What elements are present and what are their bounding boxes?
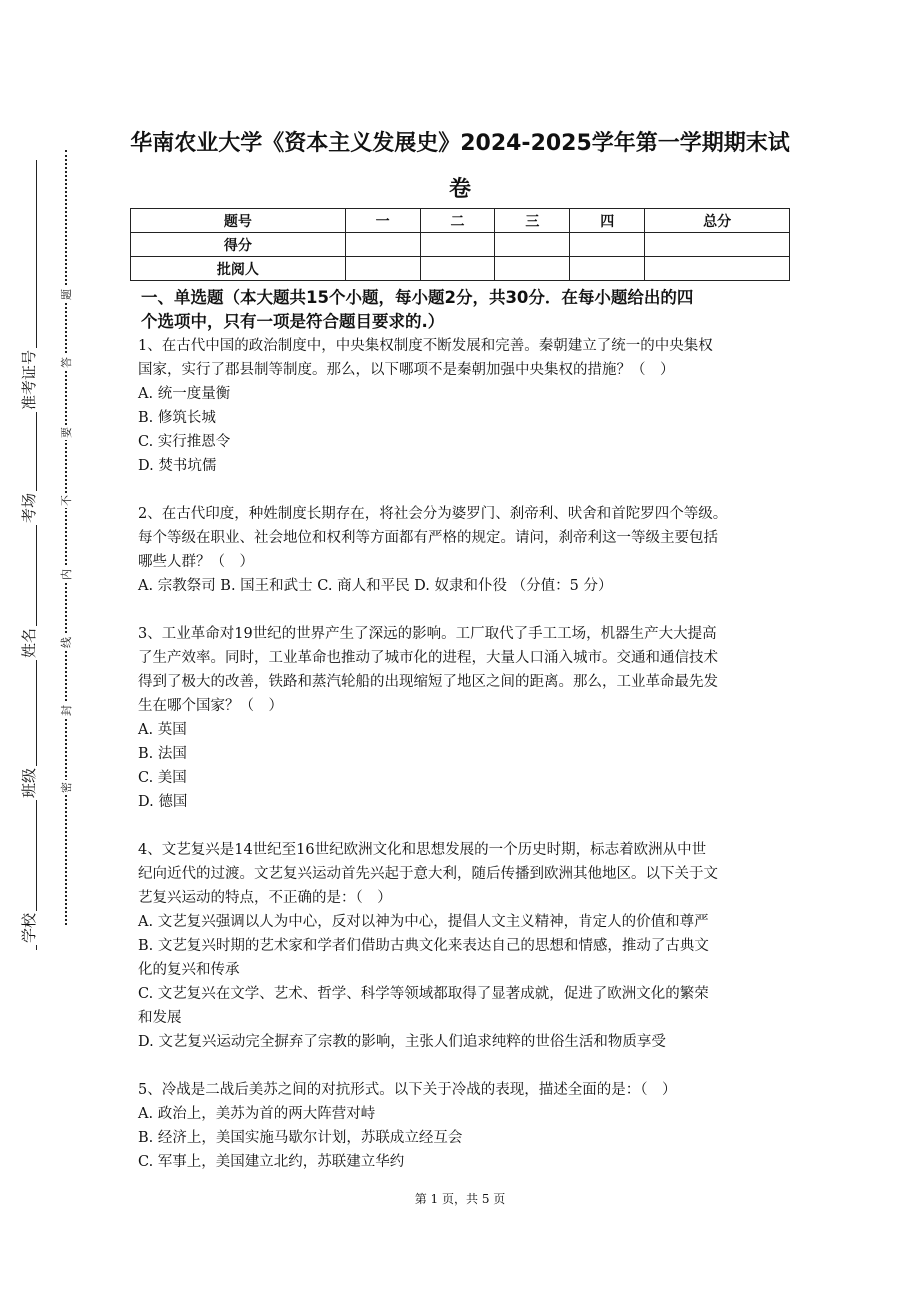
question-line: 化的复兴和传承: [138, 962, 240, 978]
seal-char-3: 线: [60, 637, 73, 648]
seal-char-2: 封: [60, 705, 73, 716]
score-cell: [645, 233, 790, 257]
question-line: 和发展: [138, 1010, 182, 1026]
question-line: D. 焚书坑儒: [138, 458, 217, 474]
score-cell: [495, 233, 570, 257]
header-cell: 四: [570, 209, 645, 233]
reviewer-cell: [420, 257, 495, 281]
question-line: 生在哪个国家？（ ）: [138, 698, 283, 714]
question-gap: [138, 1054, 788, 1078]
question-line: B. 文艺复兴时期的艺术家和学者们借助古典文化来表达自己的思想和情感，推动了古典文: [138, 938, 709, 954]
question-gap: [138, 598, 788, 622]
question-line: 国家，实行了郡县制等制度。那么，以下哪项不是秦朝加强中央集权的措施？（ ）: [138, 362, 675, 378]
question-2: [138, 502, 788, 598]
binding-solid-line: [36, 160, 37, 950]
seal-char-5: 不: [60, 495, 73, 506]
row-label-reviewer: 批阅人: [131, 257, 346, 281]
question-line: 5、冷战是二战后美苏之间的对抗形式。以下关于冷战的表现，描述全面的是：（ ）: [138, 1082, 677, 1098]
header-cell: 总分: [645, 209, 790, 233]
exam-title-line2: 卷: [448, 177, 471, 202]
question-line: C. 美国: [138, 770, 187, 786]
question-line: 哪些人群？（ ）: [138, 554, 254, 570]
score-cell: [420, 233, 495, 257]
score-row: [131, 233, 790, 257]
question-1: [138, 334, 788, 478]
question-3: [138, 622, 788, 814]
header-cell: 一: [345, 209, 420, 233]
row-label-score: 得分: [131, 233, 346, 257]
seal-char-8: 题: [60, 289, 73, 300]
label-admission-number: 准考证号: [20, 349, 38, 410]
section-heading-line2: 个选项中，只有一项是符合题目要求的.）: [141, 312, 445, 331]
section-heading-line1: 一、单选题（本大题共15个小题，每小题2分，共30分．在每小题给出的四: [141, 288, 694, 307]
question-line: A. 统一度量衡: [138, 386, 231, 402]
question-line: C. 实行推恩令: [138, 434, 231, 450]
question-line: D. 文艺复兴运动完全摒弃了宗教的影响，主张人们追求纯粹的世俗生活和物质享受: [138, 1034, 666, 1050]
question-line: 3、工业革命对19世纪的世界产生了深远的影响。工厂取代了手工工场，机器生产大大提高: [138, 626, 717, 642]
reviewer-cell: [570, 257, 645, 281]
question-line: A. 宗教祭司 B. 国王和武士 C. 商人和平民 D. 奴隶和仆役 （分值：5 分）: [138, 578, 613, 594]
seal-char-6: 要: [60, 427, 73, 438]
question-line: 了生产效率。同时，工业革命也推动了城市化的进程，大量人口涌入城市。交通和通信技术: [138, 650, 718, 666]
score-cell: [570, 233, 645, 257]
question-line: 每个等级在职业、社会地位和权利等方面都有严格的规定。请问，刹帝利这一等级主要包括: [138, 530, 718, 546]
reviewer-row: [131, 257, 790, 281]
binding-strip: [0, 0, 90, 1302]
question-4: [138, 838, 788, 1054]
score-table-header-row: [131, 209, 790, 233]
question-line: C. 军事上，美国建立北约，苏联建立华约: [138, 1154, 405, 1170]
question-line: 纪向近代的过渡。文艺复兴运动首先兴起于意大利，随后传播到欧洲其他地区。以下关于文: [138, 866, 718, 882]
seal-char-4: 内: [60, 569, 73, 580]
question-line: 4、文艺复兴是14世纪至16世纪欧洲文化和思想发展的一个历史时期，标志着欧洲从中世: [138, 842, 707, 858]
reviewer-cell: [495, 257, 570, 281]
question-line: 艺复兴运动的特点，不正确的是：（ ）: [138, 890, 392, 906]
header-cell: 三: [495, 209, 570, 233]
header-cell: 二: [420, 209, 495, 233]
question-list: [138, 334, 788, 1174]
reviewer-cell: [345, 257, 420, 281]
question-5: [138, 1078, 788, 1174]
score-cell: [345, 233, 420, 257]
question-line: D. 德国: [138, 794, 188, 810]
question-line: B. 经济上，美国实施马歇尔计划，苏联成立经互会: [138, 1130, 463, 1146]
question-line: 2、在古代印度，种姓制度长期存在，将社会分为婆罗门、刹帝利、吠舍和首陀罗四个等级。: [138, 506, 728, 522]
question-gap: [138, 814, 788, 838]
exam-title-line1: 华南农业大学《资本主义发展史》2024-2025学年第一学期期末试: [130, 131, 790, 156]
question-line: 1、在古代中国的政治制度中，中央集权制度不断发展和完善。秦朝建立了统一的中央集权: [138, 338, 713, 354]
label-class: 班级: [20, 767, 38, 798]
label-school: 学校: [20, 912, 38, 943]
seal-char-7: 答: [60, 357, 73, 368]
question-line: B. 法国: [138, 746, 187, 762]
question-gap: [138, 478, 788, 502]
question-line: C. 文艺复兴在文学、艺术、哲学、科学等领域都取得了显著成就，促进了欧洲文化的繁荣: [138, 986, 709, 1002]
binding-dotted-line: [65, 150, 67, 925]
reviewer-cell: [645, 257, 790, 281]
question-line: A. 英国: [138, 722, 187, 738]
exam-content: [138, 286, 788, 1174]
label-name: 姓名: [20, 627, 38, 658]
question-line: B. 修筑长城: [138, 410, 216, 426]
question-line: A. 文艺复兴强调以人为中心，反对以神为中心，提倡人文主义精神，肯定人的价值和尊严: [138, 914, 709, 930]
page-footer: 第 1 页，共 5 页: [414, 1192, 506, 1206]
header-cell: 题号: [131, 209, 346, 233]
score-table: [130, 208, 790, 281]
question-line: A. 政治上，美苏为首的两大阵营对峙: [138, 1106, 376, 1122]
label-exam-room: 考场: [20, 492, 38, 523]
question-line: 得到了极大的改善，铁路和蒸汽轮船的出现缩短了地区之间的距离。那么，工业革命最先发: [138, 674, 718, 690]
seal-char-1: 密: [60, 782, 73, 793]
